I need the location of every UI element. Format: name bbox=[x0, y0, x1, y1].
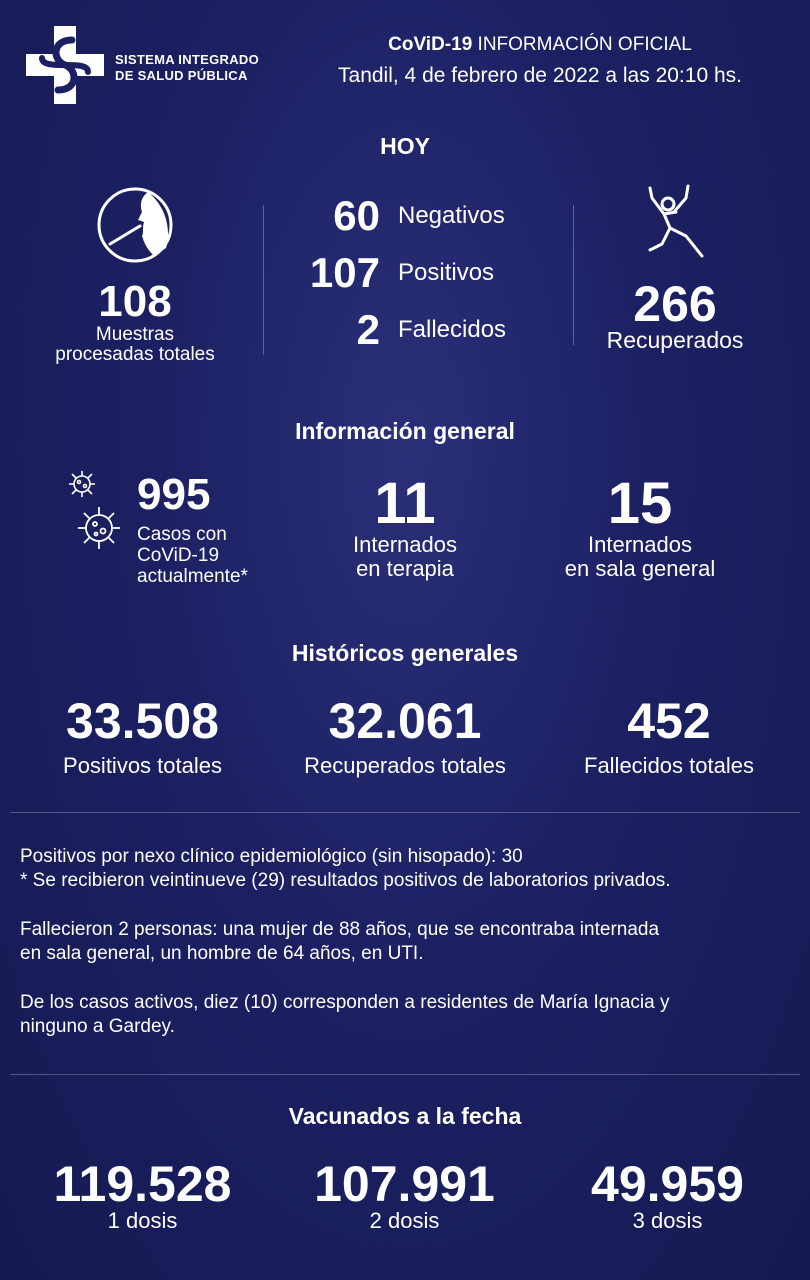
recovered-label: Recuperados bbox=[606, 327, 744, 353]
ward-label-line2: en sala general bbox=[564, 556, 716, 581]
celebrating-person-icon bbox=[640, 184, 710, 269]
note-positives-epidemiological bbox=[20, 845, 800, 893]
divider-notes-bottom bbox=[10, 1074, 800, 1075]
samples-label bbox=[30, 325, 240, 365]
swab-test-icon bbox=[96, 186, 174, 269]
negatives-label: Negativos bbox=[398, 202, 505, 229]
vaccines-title: Vacunados a la fecha bbox=[288, 1103, 522, 1129]
health-system-logo bbox=[22, 22, 108, 108]
cross-logo-icon bbox=[22, 22, 108, 108]
stat-negatives bbox=[290, 192, 570, 249]
title-rest: INFORMACIÓN OFICIAL bbox=[472, 34, 692, 55]
org-name bbox=[115, 52, 259, 84]
stat-deaths bbox=[290, 306, 570, 363]
historic-deaths-label: Fallecidos totales bbox=[584, 753, 754, 778]
historic-recovered-value: 32.061 bbox=[328, 693, 482, 749]
note-p1-line1: Positivos por nexo clínico epidemiológico (sin hisopado): 30 bbox=[20, 846, 523, 867]
ward-label bbox=[530, 533, 750, 581]
dose3-value: 49.959 bbox=[591, 1156, 744, 1212]
deaths-value: 2 bbox=[356, 306, 380, 353]
samples-value: 108 bbox=[98, 277, 172, 326]
active-cases-line3: actualmente* bbox=[137, 566, 248, 587]
note-active-residents bbox=[20, 991, 800, 1039]
dose1-label: 1 dosis bbox=[107, 1208, 178, 1233]
historic-title: Históricos generales bbox=[291, 640, 519, 666]
dose1-value: 119.528 bbox=[53, 1156, 232, 1212]
note-p1-line2: * Se recibieron veintinueve (29) resultados positivos de laboratorios privados. bbox=[20, 870, 671, 891]
samples-label-line2: procesadas totales bbox=[55, 344, 215, 365]
header-title bbox=[300, 34, 780, 56]
divider-left bbox=[263, 205, 264, 355]
note-deaths bbox=[20, 918, 800, 966]
icu-label-line2: en terapia bbox=[356, 556, 454, 581]
icu-value: 11 bbox=[374, 471, 436, 536]
note-p3-line2: ninguno a Gardey. bbox=[20, 1016, 175, 1037]
icu-label bbox=[300, 533, 510, 581]
note-p2-line1: Fallecieron 2 personas: una mujer de 88 años, que se encontraba internada bbox=[20, 919, 660, 940]
dose3-label: 3 dosis bbox=[632, 1208, 703, 1233]
historic-positives-label: Positivos totales bbox=[63, 753, 222, 778]
dose2-label: 2 dosis bbox=[369, 1208, 440, 1233]
general-title: Información general bbox=[295, 418, 515, 444]
ward-label-line1: Internados bbox=[588, 532, 692, 557]
samples-label-line1: Muestras bbox=[95, 324, 175, 345]
divider-notes-top bbox=[10, 812, 800, 813]
header-date: Tandil, 4 de febrero de 2022 a las 20:10 hs. bbox=[338, 64, 742, 87]
today-title: HOY bbox=[380, 133, 430, 159]
active-cases-label bbox=[137, 524, 248, 587]
stat-positives bbox=[290, 249, 570, 306]
icu-label-line1: Internados bbox=[353, 532, 457, 557]
deaths-label: Fallecidos bbox=[398, 316, 507, 343]
note-p3-line1: De los casos activos, diez (10) corresponden a residentes de María Ignacia y bbox=[20, 992, 670, 1013]
positives-value: 107 bbox=[309, 249, 380, 296]
virus-small-icon bbox=[66, 468, 98, 505]
virus-large-icon bbox=[74, 502, 124, 559]
historic-deaths-value: 452 bbox=[627, 693, 711, 749]
historic-positives-value: 33.508 bbox=[66, 693, 219, 749]
org-line1: SISTEMA INTEGRADO bbox=[115, 52, 260, 67]
today-stats bbox=[290, 192, 570, 363]
ward-value: 15 bbox=[607, 471, 673, 536]
recovered-value: 266 bbox=[633, 276, 717, 332]
negatives-value: 60 bbox=[333, 192, 380, 239]
org-line2: DE SALUD PÚBLICA bbox=[115, 68, 248, 83]
historic-recovered-label: Recuperados totales bbox=[304, 753, 506, 778]
positives-label: Positivos bbox=[398, 259, 495, 286]
divider-right bbox=[573, 205, 574, 345]
note-p2-line2: en sala general, un hombre de 64 años, en UTI. bbox=[20, 943, 424, 964]
dose2-value: 107.991 bbox=[314, 1156, 495, 1212]
active-cases-line1: Casos con bbox=[137, 524, 227, 545]
active-cases-value: 995 bbox=[137, 470, 211, 519]
active-cases-line2: CoViD-19 bbox=[137, 545, 220, 566]
title-covid: CoViD-19 bbox=[388, 34, 473, 55]
